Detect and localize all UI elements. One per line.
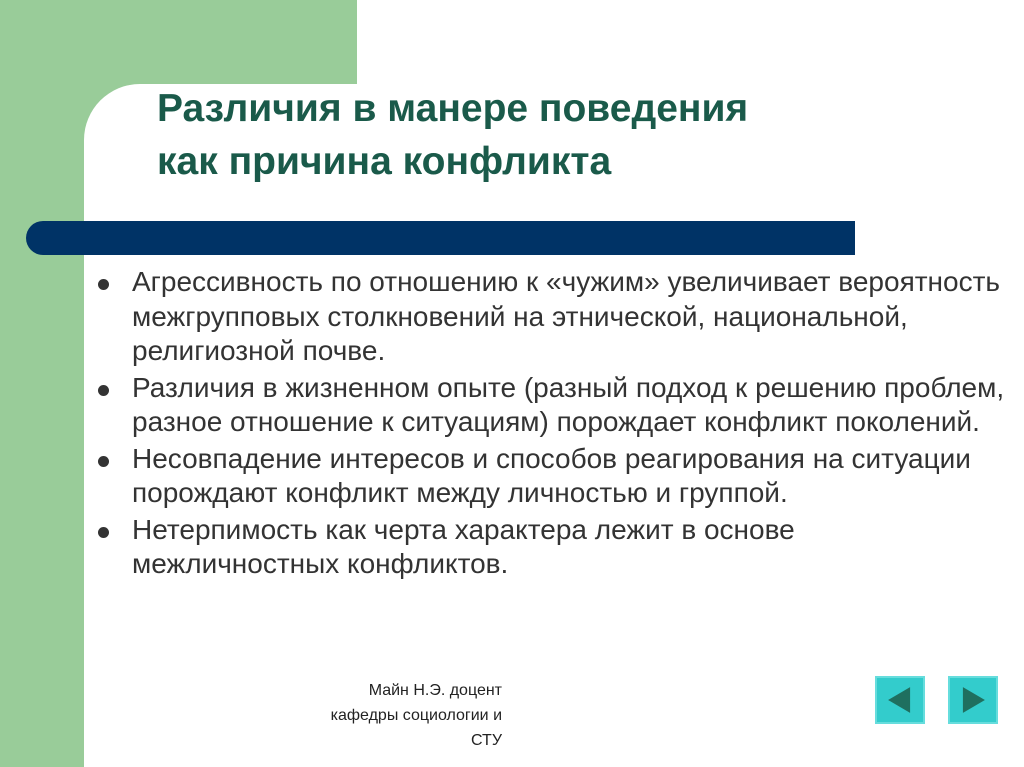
bullet-text: Нетерпимость как черта характера лежит в основе межличностных конфликтов.	[132, 513, 795, 579]
title-divider-bar	[26, 221, 855, 255]
footer-line-3: СТУ	[471, 732, 502, 749]
bullet-dot-icon	[98, 527, 109, 538]
next-slide-button[interactable]	[948, 676, 998, 724]
bullet-list	[98, 265, 1008, 584]
slide-title	[157, 82, 977, 188]
bullet-dot-icon	[98, 456, 109, 467]
bullet-item	[98, 442, 1008, 511]
bullet-text: Агрессивность по отношению к «чужим» увеличивает вероятность межгрупповых столкновений на этнической, национальной, религиозной почве.	[132, 266, 1000, 366]
bullet-dot-icon	[98, 279, 109, 290]
bullet-item	[98, 265, 1008, 369]
triangle-right-icon	[950, 678, 996, 722]
title-line-2: как причина конфликта	[157, 140, 612, 183]
bullet-text: Несовпадение интересов и способов реагирования на ситуации порождают конфликт между личностью и группой.	[132, 442, 971, 508]
bullet-text: Различия в жизненном опыте (разный подход к решению проблем, разное отношение к ситуациям) порождает конфликт поколений.	[132, 371, 1005, 437]
bullet-item	[98, 371, 1008, 440]
previous-slide-button[interactable]	[875, 676, 925, 724]
footer-line-1: Майн Н.Э. доцент	[368, 682, 502, 699]
bullet-dot-icon	[98, 385, 109, 396]
footer-line-2: кафедры социологии и	[330, 707, 502, 724]
bullet-item	[98, 513, 1008, 582]
triangle-left-icon	[877, 678, 923, 722]
author-footer	[240, 678, 502, 753]
title-line-1: Различия в манере поведения	[157, 87, 749, 130]
